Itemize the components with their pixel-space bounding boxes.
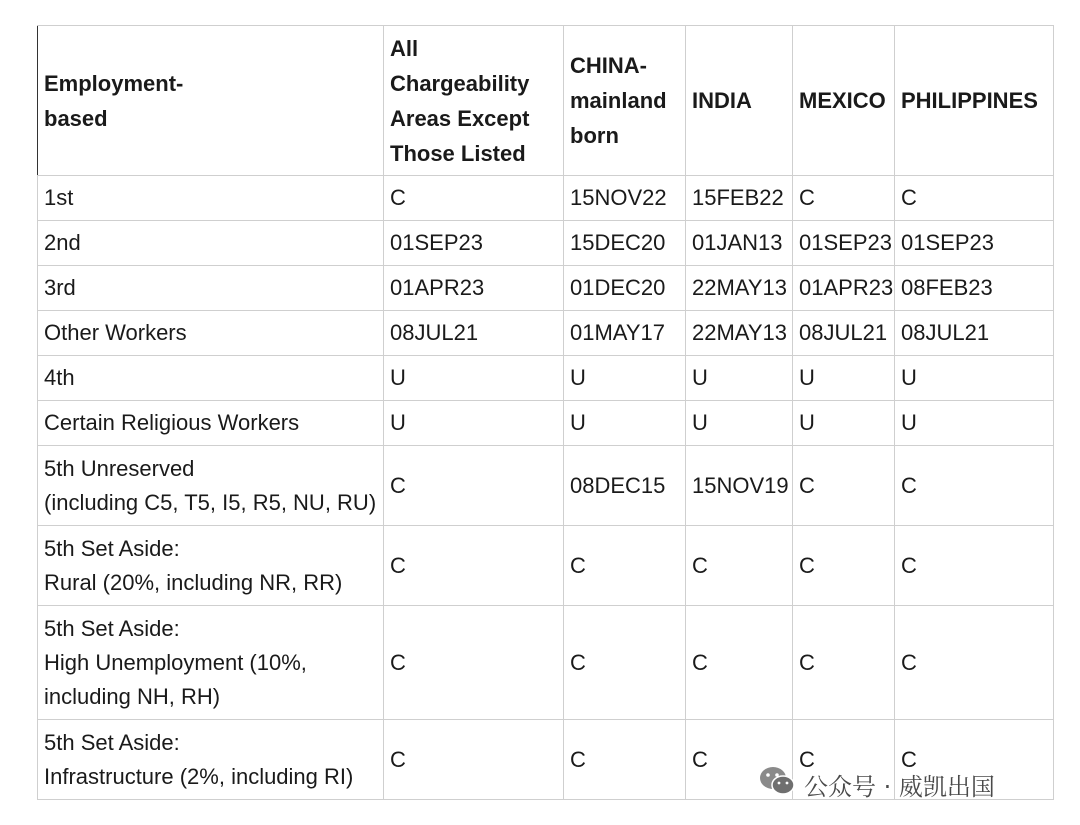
visa-bulletin-table [37,25,1054,800]
header-label: Employment- based [44,70,184,131]
table-cell: C [384,176,564,221]
row-category [38,446,384,526]
header-label: INDIA [692,88,752,113]
table-cell: 01SEP23 [793,221,895,266]
table-cell: C [793,526,895,606]
table-cell: C [793,606,895,720]
table-body [38,176,1054,800]
table-cell: 08FEB23 [895,266,1054,311]
row-category [38,221,384,266]
header-label: MEXICO [799,88,886,113]
category-label: 1st [44,185,74,210]
table-cell: U [793,401,895,446]
row-category [38,356,384,401]
table-cell: 22MAY13 [686,266,793,311]
header-india [686,26,793,176]
table-cell: U [384,401,564,446]
table-cell: 01SEP23 [384,221,564,266]
watermark-text: 公众号 · 威凯出国 [804,772,995,801]
table-row [38,526,1054,606]
row-category [38,401,384,446]
header-employment-based [38,26,384,176]
table-cell: 08JUL21 [793,311,895,356]
table-cell: C [384,720,564,800]
table-row [38,356,1054,401]
table-cell: C [686,526,793,606]
table-cell: C [564,526,686,606]
table-cell: 08DEC15 [564,446,686,526]
category-label: 5th Set Aside: Infrastructure (2%, including RI) [44,729,354,789]
table-cell: 15FEB22 [686,176,793,221]
header-label: All Chargeability Areas Except Those Listed [390,35,530,166]
header-row [38,26,1054,176]
table-cell: C [895,176,1054,221]
wechat-icon [758,764,796,804]
table-cell: U [384,356,564,401]
category-label: 3rd [44,275,76,300]
table-cell: C [384,606,564,720]
table-row [38,446,1054,526]
table-row [38,606,1054,720]
table-cell: U [564,401,686,446]
category-label: Other Workers [44,320,187,345]
table-cell: 01APR23 [793,266,895,311]
row-category [38,606,384,720]
table-row [38,401,1054,446]
table-cell: 08JUL21 [895,311,1054,356]
header-all-chargeability [384,26,564,176]
table-cell: C [895,526,1054,606]
header-label: CHINA- mainland born [570,53,667,148]
category-label: 5th Set Aside: Rural (20%, including NR, RR) [44,535,343,595]
table-cell: U [686,401,793,446]
table-cell: 01DEC20 [564,266,686,311]
table-cell: C [793,176,895,221]
category-label: 5th Set Aside: High Unemployment (10%, including NH, RH) [44,615,307,709]
table-cell: C [564,606,686,720]
table-cell: 01SEP23 [895,221,1054,266]
table-cell: U [564,356,686,401]
table-cell: C [384,446,564,526]
row-category [38,526,384,606]
table-cell: 08JUL21 [384,311,564,356]
table-cell: C [793,446,895,526]
header-mexico [793,26,895,176]
table-cell: 01JAN13 [686,221,793,266]
row-category [38,266,384,311]
table-cell: C [384,526,564,606]
table-cell: C [793,720,895,800]
table-cell: C [564,720,686,800]
header-china [564,26,686,176]
row-category [38,176,384,221]
table-cell: 22MAY13 [686,311,793,356]
category-label: 5th Unreserved (including C5, T5, I5, R5, NU, RU) [44,455,377,515]
category-label: 2nd [44,230,81,255]
header-label: PHILIPPINES [901,88,1038,113]
category-label: 4th [44,365,75,390]
table-cell: 15DEC20 [564,221,686,266]
table-cell: C [686,720,793,800]
category-label: Certain Religious Workers [44,410,300,435]
table-cell: 15NOV22 [564,176,686,221]
table-cell: U [895,401,1054,446]
table-row [38,176,1054,221]
table-row [38,311,1054,356]
watermark [758,764,1058,804]
table-cell: 01MAY17 [564,311,686,356]
table-cell: 15NOV19 [686,446,793,526]
row-category [38,311,384,356]
table-row [38,221,1054,266]
table-cell: 01APR23 [384,266,564,311]
header-philippines [895,26,1054,176]
row-category [38,720,384,800]
table-cell: C [686,606,793,720]
table-cell: U [686,356,793,401]
table-cell: C [895,446,1054,526]
table-cell: C [895,720,1054,800]
table-cell: C [895,606,1054,720]
table-cell: U [793,356,895,401]
table-row [38,266,1054,311]
table-cell: U [895,356,1054,401]
